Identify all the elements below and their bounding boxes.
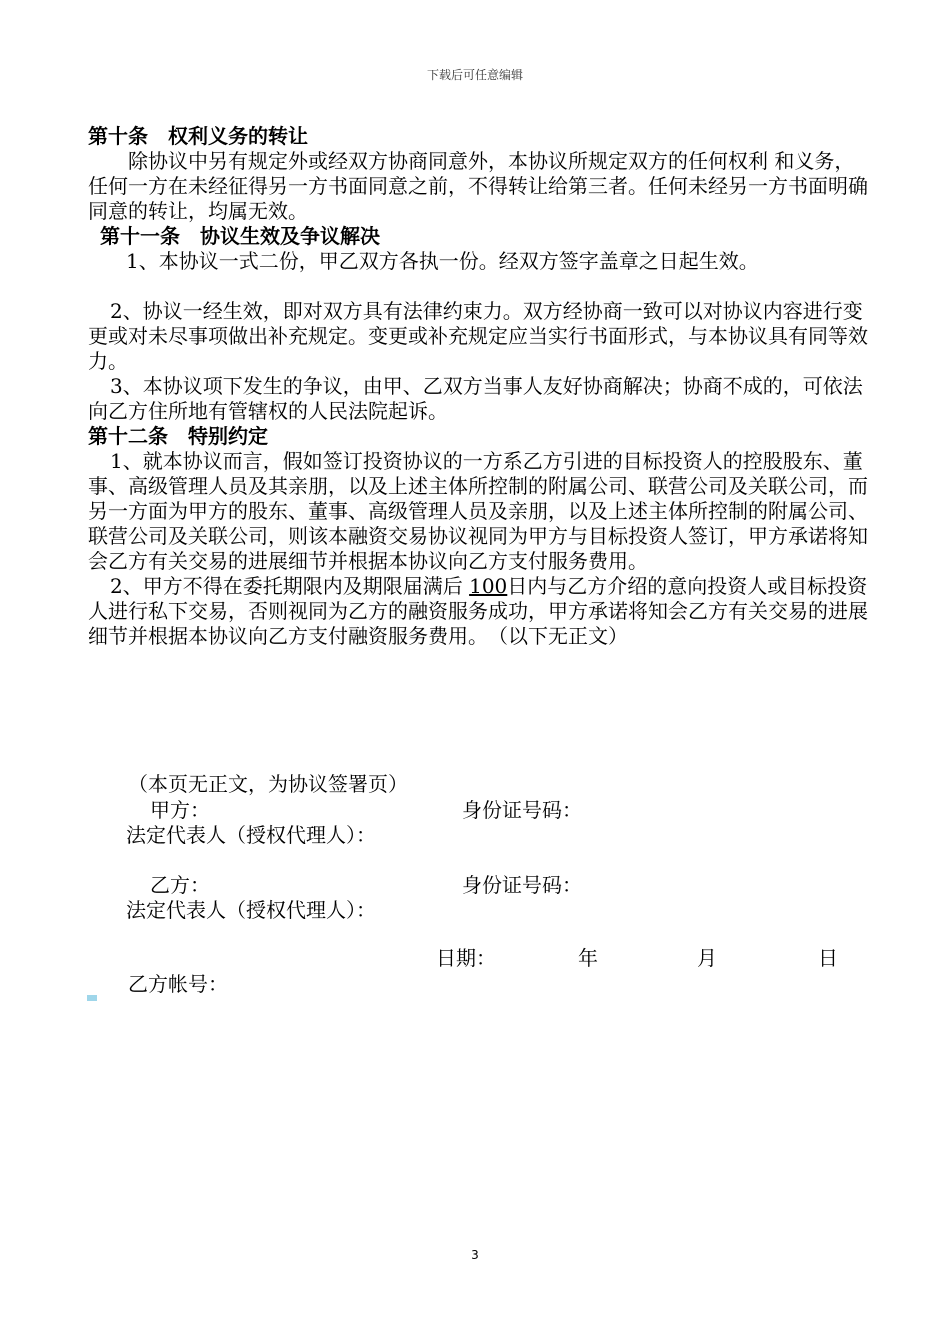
month-label: 月 — [697, 946, 717, 970]
party-b-account-label: 乙方帐号： — [128, 972, 228, 996]
clause-2-text-after: 日内与乙方介绍的意向投资人或目标投资人进行私下交易，否则视同为乙方的融资服务成功，甲方承诺将知会乙方有关交易的进展细节并根据本协议向乙方支付融资服务费用。 （以下无正文） — [88, 574, 868, 648]
article-11-clause-1: 1、本协议一式二份，甲乙双方各执一份。经双方签字盖章之日起生效。 — [126, 249, 759, 273]
signature-page-note: （本页无正文，为协议签署页） — [128, 772, 408, 796]
party-a-representative-label: 法定代表人（授权代理人）： — [126, 823, 376, 847]
article-12-clause-1: 1、就本协议而言，假如签订投资协议的一方系乙方引进的目标投资人的控股股东、董事、高级管理人员及其亲朋，以及上述主体所控制的附属公司、联营公司及关联公司，而另一方面为甲方的股东、董事、高级管理人员及亲朋，以及上述主体所控制的附属公司、联营公司及关联公司，则该本融资交易协议视同为甲方与目标投资人签订，甲方承诺将知会乙方有关交易的进展细节并根据本协议向乙方支付服务费用。 — [88, 449, 868, 573]
page-number: 3 — [471, 1248, 479, 1262]
party-a-label: 甲方： — [150, 798, 210, 822]
party-b-id-label: 身份证号码： — [462, 873, 582, 897]
article-12-heading: 第十二条 特别约定 — [88, 424, 268, 448]
days-value: 100 — [469, 574, 508, 598]
article-11-clause-3: 3、本协议项下发生的争议，由甲、乙双方当事人友好协商解决；协商不成的，可依法向乙方住所地有管辖权的人民法院起诉。 — [88, 374, 863, 423]
header-note: 下载后可任意编辑 — [426, 68, 523, 82]
article-10-paragraph: 除协议中另有规定外或经双方协商同意外，本协议所规定双方的任何权利 和义务，任何一方在未经征得另一方书面同意之前，不得转让给第三者。任何未经另一方书面明确同意的转让，均属无效。 — [88, 149, 868, 223]
article-11-clause-2: 2、协议一经生效，即对双方具有法律约束力。双方经协商一致可以对协议内容进行变更或对未尽事项做出补充规定。变更或补充规定应当实行书面形式，与本协议具有同等效力。 — [88, 299, 868, 373]
date-label: 日期： — [436, 946, 496, 970]
article-12-clause-2 — [88, 574, 868, 649]
day-label: 日 — [818, 946, 838, 970]
clause-2-text-before: 2、甲方不得在委托期限内及期限届满后 — [110, 574, 470, 598]
cursor-marker — [87, 995, 97, 1001]
blank-line — [88, 274, 868, 299]
document-body — [88, 124, 868, 649]
party-a-id-label: 身份证号码： — [462, 798, 582, 822]
article-11-heading: 第十一条 协议生效及争议解决 — [100, 224, 380, 248]
party-b-representative-label: 法定代表人（授权代理人）： — [126, 898, 376, 922]
party-b-label: 乙方： — [150, 873, 210, 897]
year-label: 年 — [578, 946, 598, 970]
article-10-heading: 第十条 权利义务的转让 — [88, 124, 308, 148]
